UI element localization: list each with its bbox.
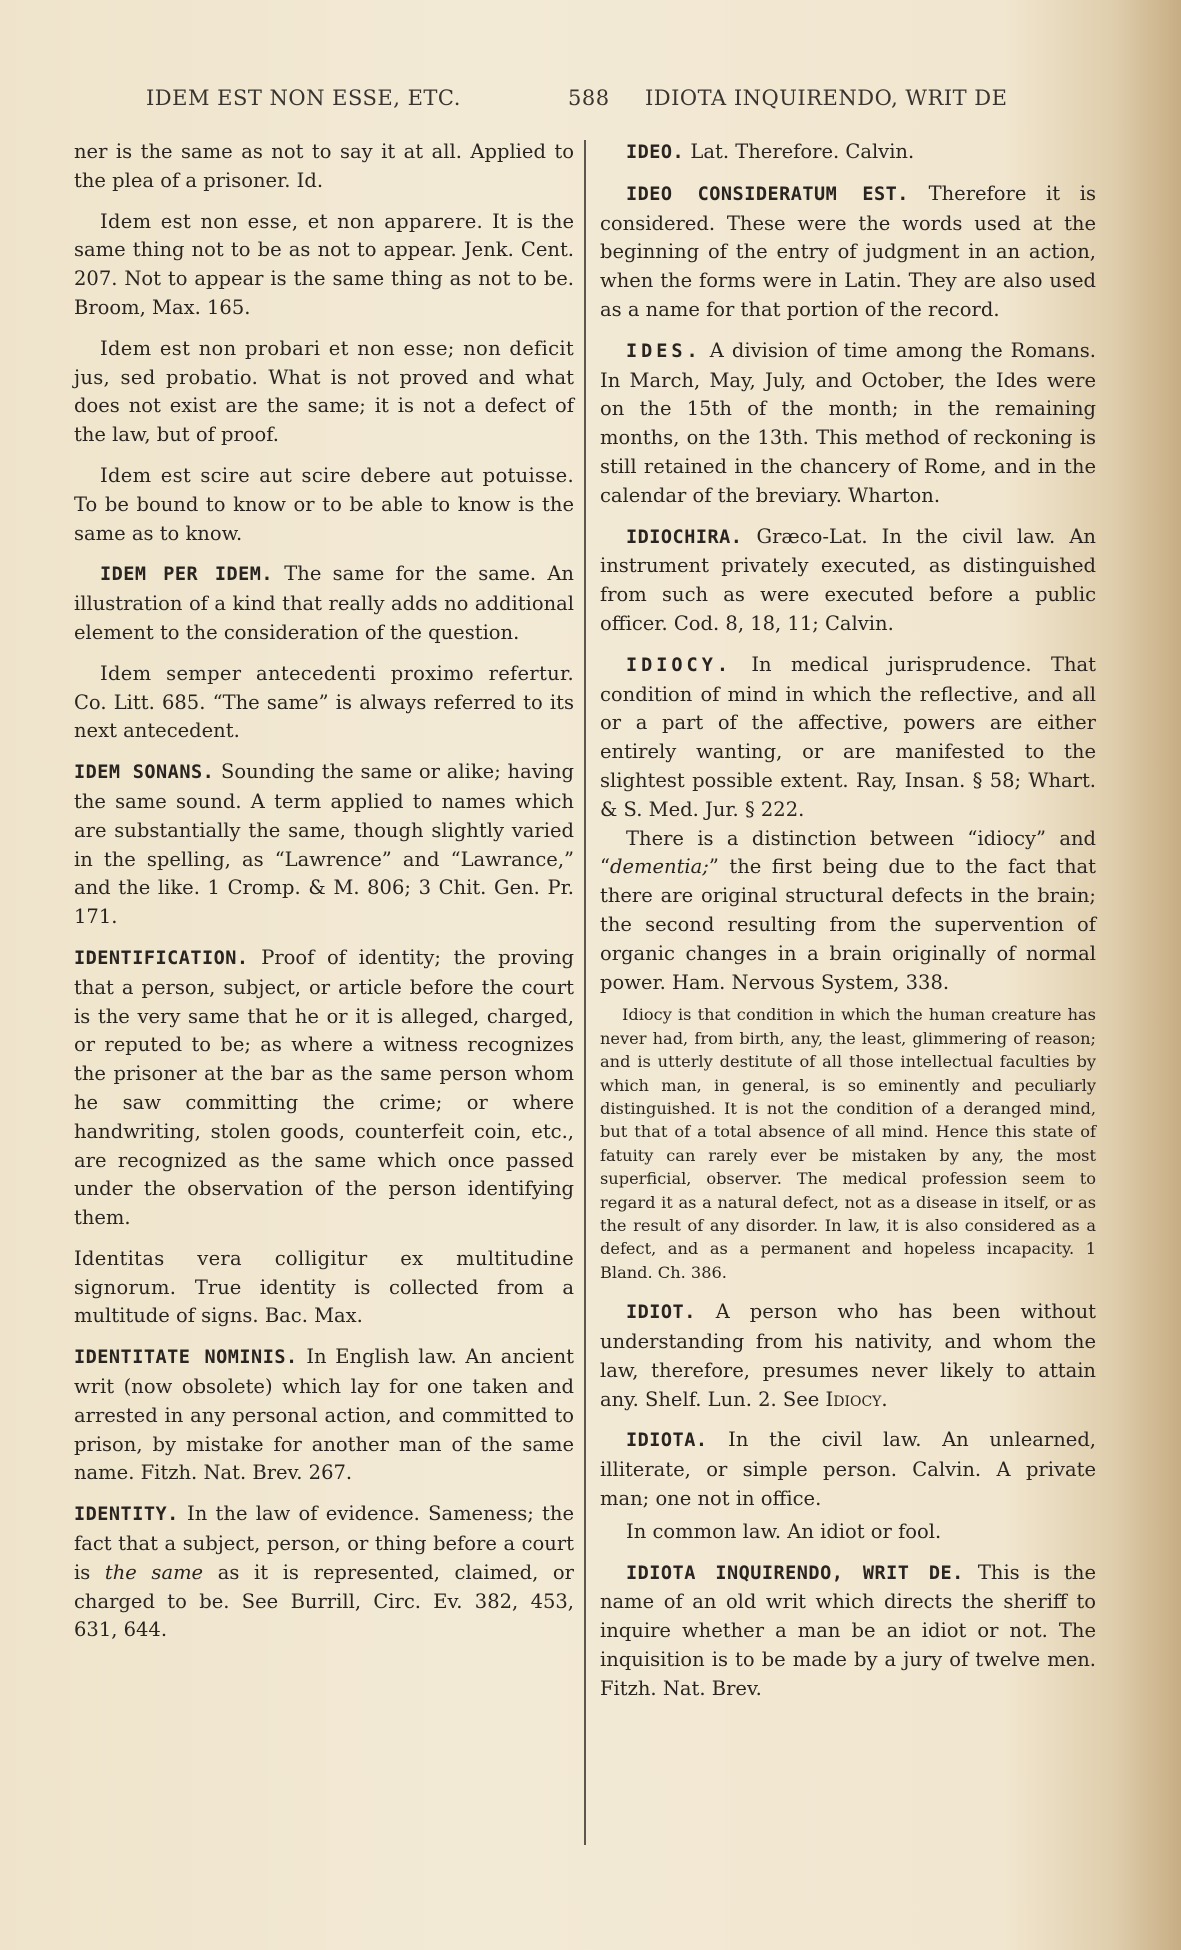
entry-idiocy: [600, 651, 1096, 825]
entry-body: There is a distinction between “idiocy” and “: [600, 826, 1096, 879]
entry-body: A division of time among the Romans. In March, May, July, and October, the Ides were on the 15th of the month; in the remaining months, on the 13th. This method of reckoning is still retained in the chancery of Rome, and in the calendar of the breviary. Wharton.: [600, 338, 1096, 507]
page-number: 588: [568, 86, 610, 110]
entry-emphasis: dementia;: [609, 855, 709, 879]
entry-maxim: [74, 208, 574, 323]
entry-maxim: [74, 335, 574, 450]
entry-headword: IDEM SONANS.: [74, 762, 215, 784]
entry-headword: IDENTITY.: [74, 1504, 179, 1526]
entry-maxim: [74, 660, 574, 746]
entry-maxim: [74, 1245, 574, 1331]
entry-headword: IDIOCHIRA.: [626, 526, 743, 548]
entry-ides: [600, 337, 1096, 511]
entry-idiota: [600, 1426, 1096, 1513]
entry-body: Therefore it is considered. These were the words used at the beginning of the entry of judgment in an action, when the forms were in Latin. They are also used as a name for that portion of the record.: [600, 181, 1096, 321]
entry-ideo-consideratum-est: [600, 180, 1096, 325]
right-column: [600, 138, 1096, 1716]
entry-body: This is the name of an old writ which directs the sheriff to inquire whether a man be an idiot or not. The inquisition is to be made by a jury of twelve men. Fitzh. Nat. Brev.: [600, 1560, 1096, 1700]
entry-headword: IDIOTA INQUIRENDO, WRIT DE.: [626, 1562, 964, 1584]
column-divider: [584, 140, 586, 1845]
entry-idiocy-quotation: [600, 1003, 1096, 1284]
entry-headword: IDEM PER IDEM.: [100, 564, 274, 586]
entry-body: Lat. Therefore. Calvin.: [690, 140, 915, 163]
entry-headword: IDIOTA.: [626, 1430, 708, 1452]
entry-idiot: [600, 1298, 1096, 1414]
entry-body: A person who has been without understanding from his nativity, and whom the law, therefore, presumes never likely to attain any. Shelf. Lun. 2. See: [600, 1300, 1096, 1411]
entry-headword: Identitas vera colligitur ex multitudine signorum.: [74, 1246, 574, 1299]
entry-headword: IDES.: [626, 340, 702, 362]
entry-headword: Idem semper antecedenti proximo refertur.: [100, 661, 574, 685]
left-column: [74, 138, 574, 1657]
entry-identitate-nominis: [74, 1343, 574, 1488]
entry-body-tail: ” the first being due to the fact that there are original structural defects in the brain; the second resulting from the supervention of organic changes in a brain originally of normal power. Ham. Nervous System, 338.: [600, 855, 1096, 994]
running-head-left: IDEM EST NON ESSE, ETC.: [146, 86, 461, 110]
entry-body: Græco-Lat. In the civil law. An instrument privately executed, as distinguished from such as were executed before a public officer. Cod. 8, 18, 11; Calvin.: [600, 524, 1096, 635]
entry-body: Co. Litt. 685. “The same” is always referred to its next antecedent.: [74, 690, 574, 743]
entry-body: What is not proved and what does not exist are the same; it is not a defect of the law, but of proof.: [74, 365, 575, 447]
entry-idiocy-note: [600, 825, 1096, 998]
entry-maxim: [74, 462, 574, 548]
entry-identification: [74, 944, 574, 1233]
entry-headword: IDEO.: [626, 142, 685, 163]
entry-headword: IDENTIFICATION.: [74, 947, 249, 969]
entry-idiochira: [600, 523, 1096, 639]
entry-headword: IDIOT.: [626, 1302, 696, 1324]
entry-headword: IDEO CONSIDERATUM EST.: [626, 183, 909, 205]
entry-body: In medical jurisprudence. That condition of mind in which the reflective, and all or a part of the affective, powers are either entirely wanting, or are manifested to the slightest possible extent. Ray, Insan. § 58; Whart. & S. Med. Jur. § 222.: [600, 652, 1096, 821]
entry-headword: IDIOCY.: [626, 654, 732, 676]
entry-body: Proof of identity; the proving that a person, subject, or article before the court is the very same that he or it is alleged, charged, or reputed to be; as where a witness recognizes the prisoner at the bar as the same person whom he saw committing the crime; or where handwriting, stolen goods, counterfeit coin, etc., are recognized as the same which once passed under the observation of the person identifying them.: [74, 945, 574, 1230]
entry-emphasis: the same: [104, 1560, 204, 1584]
running-head-right: IDIOTA INQUIRENDO, WRIT DE: [645, 86, 1008, 110]
entry-headword: IDENTITATE NOMINIS.: [74, 1347, 298, 1369]
entry-body: True identity is collected from a multitude of signs. Bac. Max.: [74, 1275, 574, 1328]
entry-idiota-inquirendo: [600, 1559, 1096, 1704]
entry-identity: [74, 1500, 574, 1645]
entry-idiota-common-law: [600, 1518, 1096, 1547]
entry-body: In common law. An idiot or fool.: [626, 1519, 942, 1543]
entry-idem-sonans: [74, 758, 574, 932]
entry-body-tail: .: [881, 1387, 888, 1411]
entry-idem-per-idem: [74, 560, 574, 647]
entry-body-tail: as it is represented, claimed, or charged to be. See Burrill, Circ. Ev. 382, 453, 631, 644.: [74, 1560, 574, 1642]
entry-ideo: [600, 138, 1096, 168]
entry-headword: Idem est scire aut scire debere aut potuisse.: [100, 463, 574, 487]
cross-reference: Idiocy: [825, 1387, 882, 1411]
entry-body: In English law. An ancient writ (now obsolete) which lay for one taken and arrested in any personal action, and committed to prison, by mistake for another man of the same name. Fitzh. Nat. Brev. 267.: [74, 1345, 575, 1485]
entry-body: To be bound to know or to be able to know is the same as to know.: [74, 492, 574, 545]
entry-continuation: ner is the same as not to say it at all. Applied to the plea of a prisoner. Id.: [74, 140, 574, 192]
entry-body: It is the same thing not to be as not to appear. Jenk. Cent. 207. Not to appear is the same thing as not to be. Broom, Max. 165.: [74, 209, 574, 319]
entry-body: Sounding the same or alike; having the same sound. A term applied to names which are substantially the same, though slightly varied in the spelling, as “Lawrence” and “Lawrance,” and the like. 1 Cromp. & M. 806; 3 Chit. Gen. Pr. 171.: [74, 760, 575, 929]
quotation-text: Idiocy is that condition in which the human creature has never had, from birth, any, the least, glimmering of reason; and is utterly destitute of all those intellectual faculties by which man, in general, is so eminently and peculiarly distinguished. It is not the condition of a deranged mind, but that of a total absence of all mind. Hence this state of fatuity can rarely ever be mistaken by any, the most superficial, observer. The medical profession seem to regard it as a natural defect, not as a disease in itself, or as the result of any disorder. In law, it is also considered as a defect, and as a permanent and hopeless incapacity. 1 Bland. Ch. 386.: [600, 1005, 1096, 1282]
entry-headword: Idem est non esse, et non apparere.: [100, 209, 484, 233]
entry-body: In the civil law. An unlearned, illiterate, or simple person. Calvin. A private man; one not in office.: [600, 1428, 1096, 1510]
entry-body: The same for the same. An illustration of a kind that really adds no additional element to the consideration of the question.: [74, 562, 574, 644]
entry-headword: Idem est non probari et non esse; non deficit jus, sed probatio.: [74, 336, 574, 389]
entry-body: In the law of evidence. Sameness; the fact that a subject, person, or thing before a court is: [74, 1502, 574, 1584]
